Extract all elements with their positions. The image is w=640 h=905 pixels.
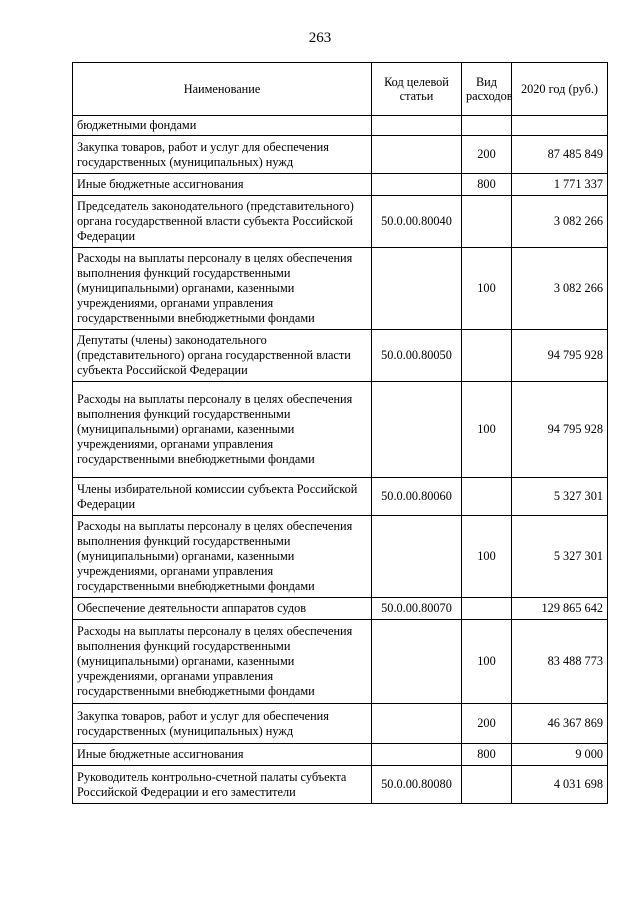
page-number: 263 (308, 30, 332, 46)
cell-name: Иные бюджетные ассигнования (73, 744, 372, 766)
budget-table (72, 62, 608, 804)
cell-type: 100 (462, 248, 512, 330)
cell-name: Обеспечение деятельности аппаратов судов (73, 598, 372, 620)
cell-code (372, 248, 462, 330)
cell-code (372, 516, 462, 598)
cell-code (372, 620, 462, 704)
cell-sum (512, 116, 608, 136)
table-row (73, 136, 608, 174)
table-header-row (73, 63, 608, 116)
cell-sum: 3 082 266 (512, 248, 608, 330)
table-row (73, 766, 608, 804)
cell-code (372, 704, 462, 744)
cell-name: Руководитель контрольно-счетной палаты субъекта Российской Федерации и его заместители (73, 766, 372, 804)
table-row (73, 478, 608, 516)
cell-name: Иные бюджетные ассигнования (73, 174, 372, 196)
cell-type (462, 598, 512, 620)
cell-sum: 94 795 928 (512, 382, 608, 478)
table-row (73, 248, 608, 330)
cell-code (372, 382, 462, 478)
table-row (73, 516, 608, 598)
cell-sum: 46 367 869 (512, 704, 608, 744)
cell-code: 50.0.00.80060 (372, 478, 462, 516)
cell-type: 200 (462, 704, 512, 744)
table-row (73, 620, 608, 704)
cell-code (372, 744, 462, 766)
table-row (73, 744, 608, 766)
cell-name: Расходы на выплаты персоналу в целях обеспечения выполнения функций государственными (муниципальными) органами, казенными учреждениями, органами управления государственными внебюджетными фондами (73, 620, 372, 704)
cell-name: Расходы на выплаты персоналу в целях обеспечения выполнения функций государственными (муниципальными) органами, казенными учреждениями, органами управления государственными внебюджетными фондами (73, 516, 372, 598)
cell-sum: 83 488 773 (512, 620, 608, 704)
cell-name: Расходы на выплаты персоналу в целях обеспечения выполнения функций государственными (муниципальными) органами, казенными учреждениями, органами управления государственными внебюджетными фондами (73, 382, 372, 478)
cell-sum: 1 771 337 (512, 174, 608, 196)
cell-type: 100 (462, 382, 512, 478)
header-name: Наименование (73, 63, 372, 116)
cell-sum: 9 000 (512, 744, 608, 766)
cell-code: 50.0.00.80070 (372, 598, 462, 620)
cell-sum: 5 327 301 (512, 478, 608, 516)
table-row (73, 116, 608, 136)
cell-type: 800 (462, 744, 512, 766)
cell-name: Закупка товаров, работ и услуг для обеспечения государственных (муниципальных) нужд (73, 136, 372, 174)
cell-type: 100 (462, 516, 512, 598)
cell-code (372, 136, 462, 174)
cell-code (372, 174, 462, 196)
cell-type (462, 478, 512, 516)
cell-type (462, 196, 512, 248)
cell-type: 200 (462, 136, 512, 174)
cell-code (372, 116, 462, 136)
table-row (73, 196, 608, 248)
table-row (73, 704, 608, 744)
cell-type: 800 (462, 174, 512, 196)
cell-type: 100 (462, 620, 512, 704)
cell-code: 50.0.00.80050 (372, 330, 462, 382)
cell-sum: 129 865 642 (512, 598, 608, 620)
cell-type (462, 116, 512, 136)
cell-sum: 94 795 928 (512, 330, 608, 382)
cell-code: 50.0.00.80080 (372, 766, 462, 804)
table-row (73, 174, 608, 196)
header-sum: 2020 год (руб.) (512, 63, 608, 116)
cell-type (462, 330, 512, 382)
cell-name: Закупка товаров, работ и услуг для обеспечения государственных (муниципальных) нужд (73, 704, 372, 744)
header-code: Код целевой статьи (372, 63, 462, 116)
cell-type (462, 766, 512, 804)
cell-name: бюджетными фондами (73, 116, 372, 136)
cell-name: Расходы на выплаты персоналу в целях обеспечения выполнения функций государственными (муниципальными) органами, казенными учреждениями, органами управления государственными внебюджетными фондами (73, 248, 372, 330)
table-row (73, 382, 608, 478)
cell-name: Депутаты (члены) законодательного (представительного) органа государственной власти субъекта Российской Федерации (73, 330, 372, 382)
header-type: Вид расходов (462, 63, 512, 116)
cell-sum: 5 327 301 (512, 516, 608, 598)
cell-sum: 4 031 698 (512, 766, 608, 804)
table-row (73, 598, 608, 620)
cell-sum: 3 082 266 (512, 196, 608, 248)
table-row (73, 330, 608, 382)
cell-code: 50.0.00.80040 (372, 196, 462, 248)
cell-name: Председатель законодательного (представительного) органа государственной власти субъекта Российской Федерации (73, 196, 372, 248)
cell-name: Члены избирательной комиссии субъекта Российской Федерации (73, 478, 372, 516)
cell-sum: 87 485 849 (512, 136, 608, 174)
